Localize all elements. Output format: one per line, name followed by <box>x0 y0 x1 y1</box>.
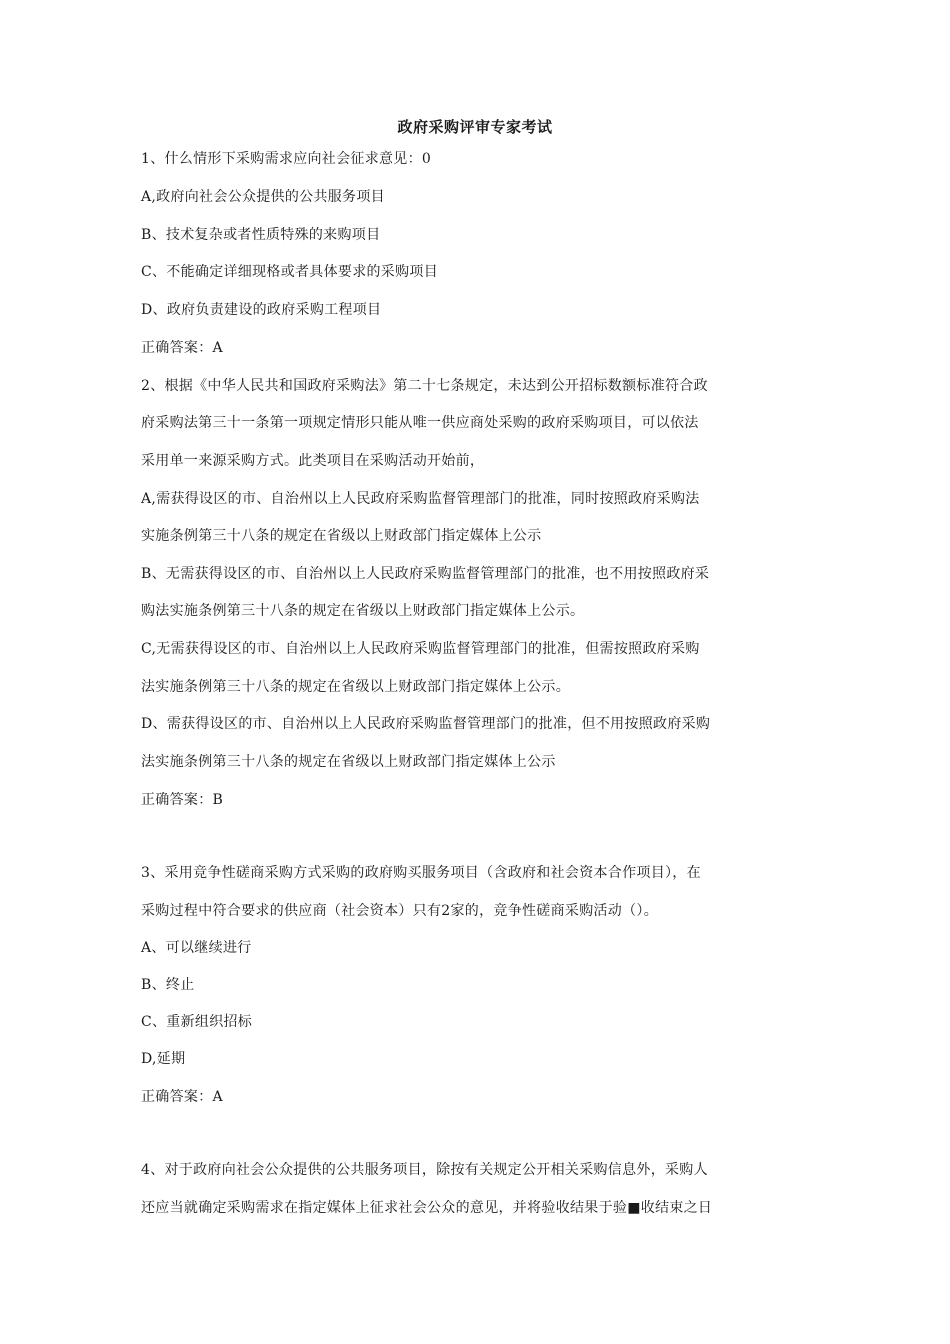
q3-question-line: 采购过程中符合要求的供应商（社会资本）只有2家的，竞争性磋商采购活动（）。 <box>141 903 659 919</box>
q3-option-b: B、终止 <box>141 977 195 993</box>
q2-option-b-line: B、无需获得设区的市、自治州以上人民政府采购监督管理部门的批准，也不用按照政府采 <box>141 566 710 582</box>
q2-option-c-line: C,无需获得设区的市、自治州以上人民政府采购监督管理部门的批准，但需按照政府采购 <box>141 641 700 657</box>
q2-option-c-line: 法实施条例第三十八条的规定在省级以上财政部门指定媒体上公示。 <box>141 679 570 695</box>
q4-question-line: 4、对于政府向社会公众提供的公共服务项目，除按有关规定公开相关采购信息外，采购人 <box>141 1162 708 1178</box>
q2-option-d-line: D、需获得设区的市、自治州以上人民政府采购监督管理部门的批准，但不用按照政府采购 <box>141 716 711 732</box>
q1-option-c: C、不能确定详细现格或者具体要求的采购项目 <box>141 264 439 280</box>
q2-answer: 正确答案：B <box>141 792 224 808</box>
q1-question: 1、什么情形下采购需求应向社会征求意见：0 <box>141 151 432 167</box>
q3-answer: 正确答案：A <box>141 1089 223 1105</box>
q4-question-line: 还应当就确定采购需求在指定媒体上征求社会公众的意见，并将验收结果于验■收结束之日 <box>141 1200 713 1216</box>
document-title: 政府采购评审专家考试 <box>397 118 553 136</box>
q1-option-b: B、技术复杂或者性质特殊的来购项目 <box>141 227 381 243</box>
q2-question-line: 府采购法第三十一条第一项规定情形只能从唯一供应商处采购的政府采购项目，可以依法 <box>141 415 699 431</box>
q1-answer: 正确答案：A <box>141 340 223 356</box>
q2-option-a-line: A,需获得设区的市、自治州以上人民政府采购监督管理部门的批准，同时按照政府采购法 <box>141 491 700 507</box>
q2-option-a-line: 实施条例第三十八条的规定在省级以上财政部门指定媒体上公示 <box>141 528 542 544</box>
q3-option-d: D,延期 <box>141 1051 186 1067</box>
q2-option-b-line: 购法实施条例第三十八条的规定在省级以上财政部门指定媒体上公示。 <box>141 603 585 619</box>
q3-question-line: 3、采用竞争性磋商采购方式采购的政府购买服务项目（含政府和社会资本合作项目），在 <box>141 865 701 881</box>
q3-option-c: C、重新组织招标 <box>141 1014 253 1030</box>
q2-question-line: 2、根据《中华人民共和国政府采购法》第二十七条规定，未达到公开招标数额标准符合政 <box>141 378 708 394</box>
q1-option-a: A,政府向社会公众提供的公共服务项目 <box>141 189 385 205</box>
q2-question-line: 采用单一来源采购方式。此类项目在采购活动开始前， <box>141 453 485 469</box>
q1-option-d: D、政府负责建设的政府采购工程项目 <box>141 302 382 318</box>
q3-option-a: A、可以继续进行 <box>141 940 252 956</box>
q2-option-d-line: 法实施条例第三十八条的规定在省级以上财政部门指定媒体上公示 <box>141 754 556 770</box>
